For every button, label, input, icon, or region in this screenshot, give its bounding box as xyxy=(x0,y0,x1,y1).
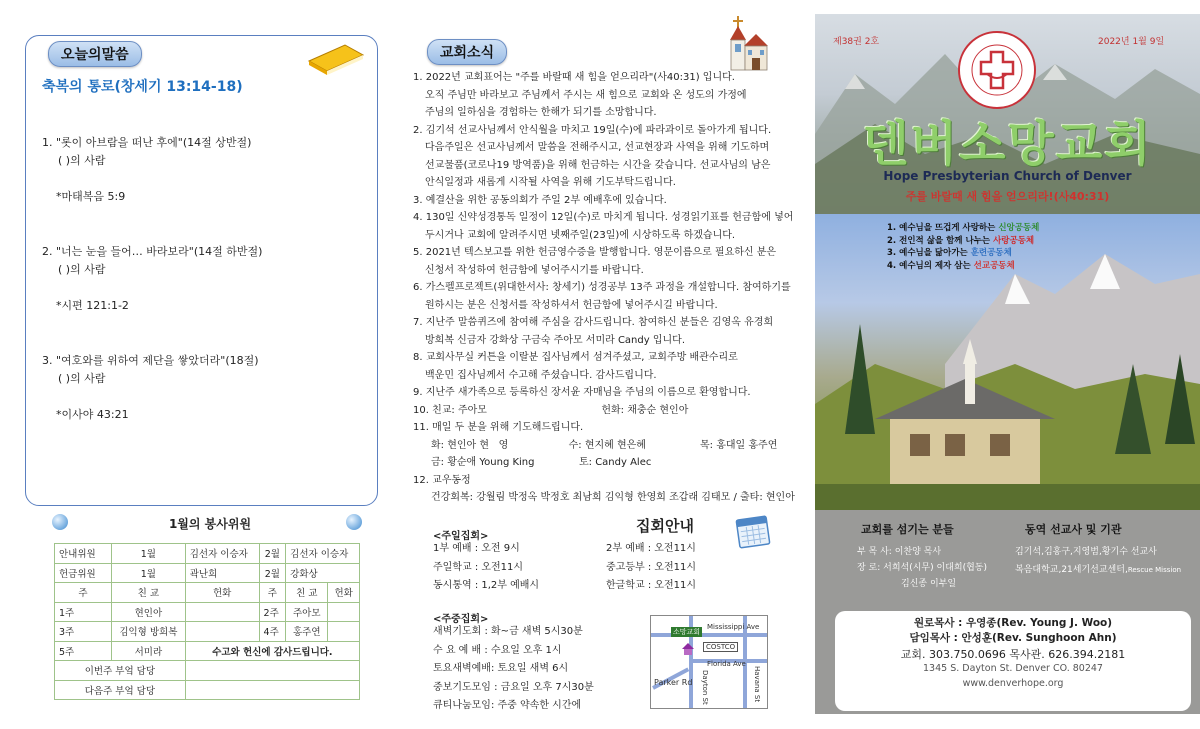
sunday-schedule-right xyxy=(606,540,696,596)
volunteer-title: 1월의 봉사위원 xyxy=(168,517,252,531)
schedule-item: 주일학교 : 오전11시 xyxy=(433,561,524,573)
table-cell: 헌화 xyxy=(185,583,259,603)
table-cell xyxy=(185,602,259,622)
map-label: COSTCO xyxy=(703,642,738,652)
news-line: 오직 주님만 바라보고 주님께서 주시는 새 힘으로 교회와 온 성도의 가정에 xyxy=(425,89,747,101)
map-label: Dayton St xyxy=(701,670,709,705)
vision-text: 4. 예수님의 제자 삼는 xyxy=(887,260,974,271)
news-line: 금: 황순애 Young King 토: Candy Alec xyxy=(431,457,652,468)
news-line: 건강회복: 강월림 박정옥 박정호 최남희 김익형 한영희 조갑래 김태모 / 출타: 현인아 xyxy=(431,492,795,503)
sunday-schedule-left xyxy=(433,540,539,596)
question-2-blank: ( )의 사람 xyxy=(58,263,106,276)
news-line: 1. 2022년 교회표어는 "주를 바랄때 새 힘을 얻으리라"(사40:31) 입니다. xyxy=(413,72,735,83)
table-cell xyxy=(328,602,360,622)
church-address: 1345 S. Dayton St. Denver CO. 80247 xyxy=(923,663,1103,674)
news-line: 다음주일은 선교사님께서 말씀을 전해주시고, 선교현장과 사역을 위해 기도하며 xyxy=(425,142,770,153)
table-cell: 4주 xyxy=(259,622,286,642)
church-marker-icon xyxy=(681,642,695,656)
table-cell: 친 교 xyxy=(286,583,328,603)
table-cell: 서미라 xyxy=(111,641,185,661)
bible-subtitle: 축복의 통로(창세기 13:14-18) xyxy=(42,79,243,95)
news-line: 원하시는 분은 신청서를 작성하셔서 헌금함에 넣어주시길 바랍니다. xyxy=(425,299,718,311)
table-cell: 친 교 xyxy=(111,583,185,603)
table-cell: 헌화 xyxy=(328,583,360,603)
table-cell xyxy=(185,622,259,642)
vision-text: 1. 예수님을 뜨겁게 사랑하는 xyxy=(887,223,999,233)
table-cell: 3주 xyxy=(55,622,112,642)
news-section-title: 교회소식 xyxy=(427,39,507,65)
table-cell: 김선자 이승자 xyxy=(286,544,360,564)
question-3-ref: *이사야 43:21 xyxy=(56,408,129,421)
table-row xyxy=(55,661,360,681)
question-1-ref: *마태복음 5:9 xyxy=(56,190,126,203)
church-icon xyxy=(722,14,770,74)
missionaries: 김기석,김홍구,지영범,황기수 선교사 xyxy=(1015,547,1157,557)
map-label: Havana St xyxy=(753,666,761,703)
table-row xyxy=(55,622,360,642)
church-english-name: Hope Presbyterian Church of Denver xyxy=(883,169,1132,183)
schedule-item: 큐티나눔모임: 주중 약속한 시간에 xyxy=(433,700,582,711)
elders: 장 로: 서희석(시무) 이대희(협동) xyxy=(857,563,987,573)
news-line: 8. 교회사무실 커튼을 이랄분 집사님께서 섬겨주셨고, 교회주방 배관수리로 xyxy=(413,352,738,363)
staff-heading: 교회를 섬기는 분들 xyxy=(861,523,954,536)
institutions-text: 복음대학교,21세기선교센터, xyxy=(1015,565,1128,575)
vision-item xyxy=(887,260,1039,273)
table-cell: 홍주연 xyxy=(286,622,328,642)
weekday-schedule xyxy=(433,623,594,716)
table-cell: 2주 xyxy=(259,602,286,622)
table-cell: 1주 xyxy=(55,602,112,622)
schedule-item: 중보기도모임 : 금요일 오후 7시30분 xyxy=(433,681,594,693)
elders-second-line: 김신종 이부일 xyxy=(901,579,957,589)
table-cell: 김선자 이승자 xyxy=(185,544,259,564)
church-vision-list xyxy=(887,222,1039,272)
news-line: 7. 지난주 말씀퀴즈에 참여해 주심을 감사드립니다. 참여하신 분들은 김영옥 유경희 xyxy=(413,317,774,328)
bible-section-title: 오늘의말씀 xyxy=(48,41,142,67)
news-line: 두시거나 교회에 알려주시면 넷째주일(23일)에 시상하도록 하겠습니다. xyxy=(425,229,736,241)
news-list xyxy=(413,69,793,507)
church-website[interactable]: www.denverhope.org xyxy=(962,678,1064,689)
table-cell: 1월 xyxy=(111,563,185,583)
map-label: Parker Rd xyxy=(654,678,693,687)
schedule-item: 중고등부 : 오전11시 xyxy=(606,561,697,573)
book-icon xyxy=(305,41,367,77)
vision-item xyxy=(887,247,1039,260)
thanks-note: 수고와 헌신에 감사드립니다. xyxy=(185,641,359,661)
schedule-item: 2부 예배 : 오전11시 xyxy=(606,543,696,554)
table-cell: 주 xyxy=(55,583,112,603)
news-line: 신청서 작성하여 헌금함에 넣어주시기를 바랍니다. xyxy=(425,264,644,276)
table-header-row xyxy=(55,583,360,603)
map-label: Mississippi Ave xyxy=(707,623,760,631)
mission-institutions xyxy=(1015,562,1181,575)
news-line: 9. 지난주 새가족으로 등록하신 장서윤 자매님을 주님의 이름으로 환영합니다. xyxy=(413,387,751,398)
question-1-blank: ( )의 사람 xyxy=(58,154,106,167)
question-3-blank: ( )의 사람 xyxy=(58,372,106,385)
schedule-item: 토요새벽예배: 토요일 새벽 6시 xyxy=(433,663,569,674)
vision-highlight: 신앙공동체 xyxy=(998,223,1040,233)
schedule-item: 동시통역 : 1,2부 예배시 xyxy=(433,580,540,591)
news-line: 안식일정과 새롭게 시작될 사역을 위해 기도부탁드립니다. xyxy=(425,177,676,188)
vision-text: 2. 전인적 삶을 함께 나누는 xyxy=(887,235,994,246)
vision-item xyxy=(887,235,1039,248)
news-line: 3. 예결산을 위한 공동의회가 주일 2부 예배후에 있습니다. xyxy=(413,194,667,206)
schedule-item: 한글학교 : 오전11시 xyxy=(606,580,697,591)
table-row xyxy=(55,544,360,564)
table-row xyxy=(55,602,360,622)
weekday-heading: <주중집회> xyxy=(433,614,489,625)
calendar-icon xyxy=(735,512,771,550)
table-cell: 5주 xyxy=(55,641,112,661)
table-cell: 강화상 xyxy=(286,563,360,583)
news-line: 5. 2021년 텍스보고를 위한 헌금영수증을 발행합니다. 영문이름으로 필요하신 분은 xyxy=(413,247,777,258)
bible-study-box xyxy=(25,35,378,506)
news-line: 주님의 일하심을 경험하는 한해가 되기를 소망합니다. xyxy=(425,107,657,118)
vision-highlight: 선교공동체 xyxy=(973,260,1015,271)
table-cell xyxy=(185,661,359,681)
table-row xyxy=(55,680,360,700)
news-line: 6. 가스펠프로젝트(위대한서사: 창세기) 성경공부 13주 과정을 개설합니다. 참여하기를 xyxy=(413,282,791,293)
news-line: 선교물품(코로나19 방역품)을 위해 헌금하는 시간을 갖습니다. 선교사님의 남은 xyxy=(425,159,771,171)
assoc-pastor: 부 목 사: 이찬양 목사 xyxy=(857,547,942,557)
issue-number: 제38권 2호 xyxy=(833,37,880,47)
table-row xyxy=(55,641,360,661)
emeritus-pastor: 원로목사 : 우영종(Rev. Young J. Woo) xyxy=(913,617,1113,629)
missions-heading: 동역 선교사 및 기관 xyxy=(1025,523,1122,536)
meeting-title: 집회안내 xyxy=(636,517,694,535)
table-cell: 1월 xyxy=(111,544,185,564)
table-cell: 김익형 방희복 xyxy=(111,622,185,642)
table-cell xyxy=(185,680,359,700)
rescue-mission-text: Rescue Mission xyxy=(1127,566,1182,574)
bulletin-cover xyxy=(815,14,1200,714)
phone-numbers: 교회. 303.750.0696 목사관. 626.394.2181 xyxy=(900,648,1126,661)
church-motto: 주를 바랄때 새 힘을 얻으리라!(사40:31) xyxy=(905,190,1110,203)
question-2-ref: *시편 121:1-2 xyxy=(56,299,129,312)
table-cell: 주 xyxy=(259,583,286,603)
location-map xyxy=(650,615,768,709)
news-line: 4. 130일 신약성경통독 일정이 12일(수)로 마치게 됩니다. 성경읽기표를 헌금함에 넣어 xyxy=(413,212,794,223)
schedule-item: 새벽기도회 : 화~금 새벽 5시30분 xyxy=(433,626,583,637)
map-church-label: 소망교회 xyxy=(673,628,701,636)
news-line: 화: 현인아 현 영 수: 현지혜 현은혜 목: 홍대일 홍주연 xyxy=(431,439,778,451)
church-seal-logo xyxy=(957,30,1037,110)
vision-highlight: 훈련공동체 xyxy=(970,248,1012,258)
road xyxy=(651,633,767,637)
table-cell: 2월 xyxy=(259,563,286,583)
schedule-item: 1부 예배 : 오전 9시 xyxy=(433,543,520,554)
schedule-item: 수 요 예 배 : 수요일 오후 1시 xyxy=(433,644,562,656)
question-2: 2. "너는 눈을 들어… 바라보라"(14절 하반절) xyxy=(42,245,263,258)
map-label: Florida Ave xyxy=(707,660,746,668)
table-cell: 2월 xyxy=(259,544,286,564)
news-line: 12. 교우동정 xyxy=(413,474,471,486)
question-3: 3. "여호와를 위하여 제단을 쌓았더라"(18절) xyxy=(42,354,259,367)
table-row xyxy=(55,563,360,583)
church-title: 덴버소망교회 xyxy=(862,116,1153,172)
vision-item xyxy=(887,222,1039,235)
table-cell: 주아모 xyxy=(286,602,328,622)
table-cell: 안내위원 xyxy=(55,544,112,564)
news-line: 11. 매일 두 분을 위해 기도해드립니다. xyxy=(413,422,584,433)
question-1: 1. "롯이 아브람을 떠난 후에"(14절 상반절) xyxy=(42,136,252,149)
volunteer-table xyxy=(54,543,360,700)
news-line: 2. 김기석 선교사님께서 안식월을 마치고 19일(수)에 파라과이로 돌아가게 됩니다. xyxy=(413,124,772,136)
news-line: 백운민 집사님께서 수고해 주셨습니다. 감사드립니다. xyxy=(425,369,657,381)
sunday-heading: <주일집회> xyxy=(433,531,489,542)
table-cell: 다음주 부엌 담당 xyxy=(55,680,186,700)
table-cell: 현인아 xyxy=(111,602,185,622)
table-cell: 헌금위원 xyxy=(55,563,112,583)
news-line: 10. 친교: 주아모 헌화: 채충순 현인아 xyxy=(413,404,689,416)
table-cell xyxy=(328,622,360,642)
news-line: 방희복 신금자 강화상 구금숙 주아모 서미라 Candy 입니다. xyxy=(425,334,686,346)
table-cell: 곽난희 xyxy=(185,563,259,583)
vision-highlight: 사랑공동체 xyxy=(993,235,1035,246)
bulletin-date: 2022년 1월 9일 xyxy=(1098,37,1165,47)
table-cell: 이번주 부엌 담당 xyxy=(55,661,186,681)
senior-pastor: 담임목사 : 안성훈(Rev. Sunghoon Ahn) xyxy=(909,632,1117,644)
vision-text: 3. 예수님을 닮아가는 xyxy=(887,248,971,258)
pastor-contact-box xyxy=(835,611,1191,711)
